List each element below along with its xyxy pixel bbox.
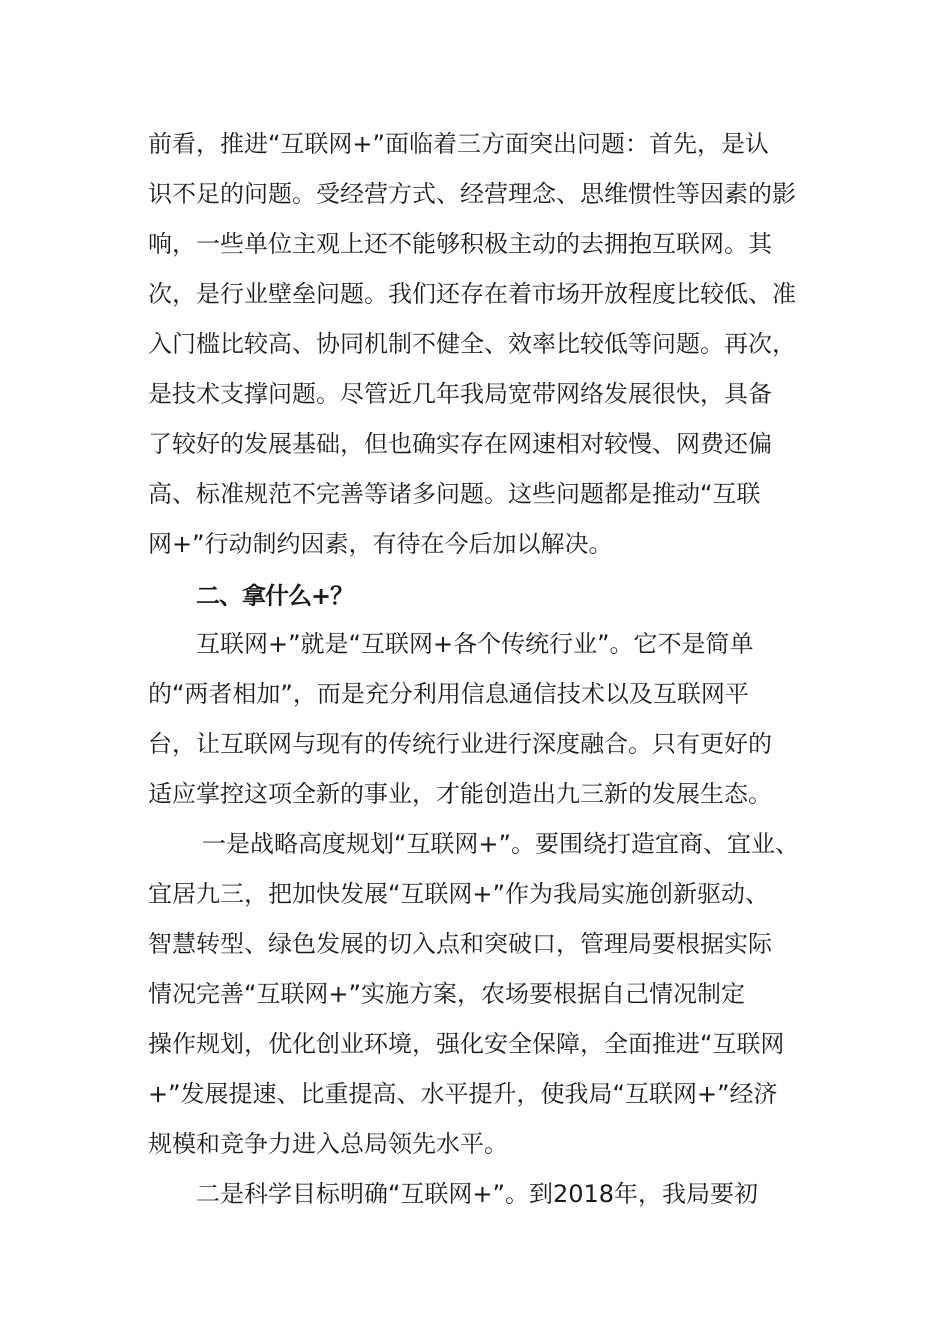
paragraph-line: 适应掌控这项全新的事业，才能创造出九三新的发展生态。 (148, 780, 772, 808)
paragraph-line: 是技术支撑问题。尽管近几年我局宽带网络发展很快，具备 (148, 380, 772, 408)
paragraph-line: 前看，推进“互联网+”面临着三方面突出问题：首先，是认 (148, 130, 769, 158)
paragraph-line: 智慧转型、绿色发展的切入点和突破口，管理局要根据实际 (148, 930, 772, 958)
paragraph-line: 一是战略高度规划“互联网+”。要围绕打造宜商、宜业、 (202, 830, 799, 858)
paragraph-line: 互联网+”就是“互联网+各个传统行业”。它不是简单 (196, 630, 754, 658)
paragraph-line: 入门槛比较高、协同机制不健全、效率比较低等问题。再次， (148, 330, 796, 358)
paragraph-line: 宜居九三，把加快发展“互联网+”作为我局实施创新驱动、 (148, 880, 769, 908)
paragraph-line: +”发展提速、比重提高、水平提升，使我局“互联网+”经济 (148, 1080, 778, 1108)
paragraph-line: 高、标准规范不完善等诸多问题。这些问题都是推动“互联 (148, 480, 761, 508)
paragraph-line: 二是科学目标明确“互联网+”。到2018年，我局要初 (196, 1180, 759, 1208)
paragraph-line: 响，一些单位主观上还不能够积极主动的去拥抱互联网。其 (148, 230, 772, 258)
paragraph-line: 操作规划，优化创业环境，强化安全保障，全面推进“互联网 (148, 1030, 785, 1058)
paragraph-line: 网+”行动制约因素，有待在今后加以解决。 (148, 530, 613, 558)
paragraph-line: 次，是行业壁垒问题。我们还存在着市场开放程度比较低、准 (148, 280, 796, 308)
paragraph-line: 台，让互联网与现有的传统行业进行深度融合。只有更好的 (148, 730, 772, 758)
paragraph-line: 规模和竞争力进入总局领先水平。 (148, 1130, 508, 1158)
section-heading: 二、拿什么+？ (196, 582, 354, 610)
paragraph-line: 了较好的发展基础，但也确实存在网速相对较慢、网费还偏 (148, 430, 772, 458)
paragraph-line: 的“两者相加”，而是充分利用信息通信技术以及互联网平 (148, 680, 749, 708)
paragraph-line: 情况完善“互联网+”实施方案，农场要根据自己情况制定 (148, 980, 745, 1008)
paragraph-line: 识不足的问题。受经营方式、经营理念、思维惯性等因素的影 (148, 180, 796, 208)
